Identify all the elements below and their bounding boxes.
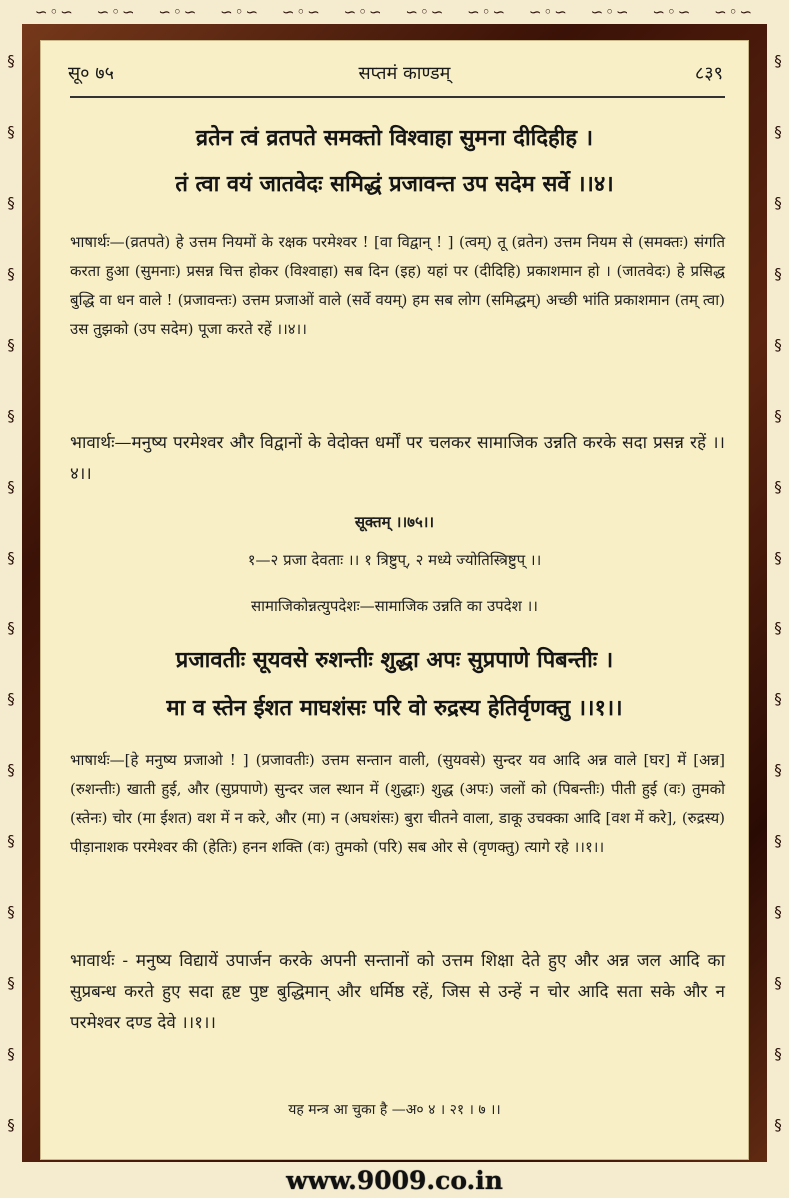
book-page — [40, 40, 749, 1160]
bhavartha-75: भावार्थः - मनुष्य विद्यायें उपार्जन करके अपनी सन्तानों को उत्तम शिक्षा देते हुए और अन्न जल आदि का सुप्रबन्ध करते हुए सदा हृष्ट पुष्ट बुद्धिमान् और धर्मिष्ठ रहें, जिस से उन्हें न चोर आदि सता सके और न परमेश्वर दण्ड देवे ।।१।। — [70, 951, 725, 1033]
header-rule — [70, 96, 725, 98]
reference-note: यह मन्त्र आ चुका है —अ० ४ । २१ । ७ ।। — [288, 1102, 501, 1118]
mantra-75-line-1: प्रजावतीः सूयवसे रुशन्तीः शुद्धा अपः सुप्रपाणे पिबन्तीः । — [175, 647, 614, 673]
sukta-75-devata: १—२ प्रजा देवताः ।। १ त्रिष्टुप्, २ मध्ये ज्योतिस्त्रिष्टुप् ।। — [247, 551, 542, 569]
ornament-left: § § § § § § § § § § § § § § § § — [7, 52, 15, 1134]
sukta-75-title: सूक्तम् ।।७५।। — [354, 513, 435, 531]
site-url: www.9009.co.in — [286, 1166, 503, 1195]
page-number: ८३९ — [694, 63, 723, 84]
ornament-top: ∽◦∽ ∽◦∽ ∽◦∽ ∽◦∽ ∽◦∽ ∽◦∽ ∽◦∽ ∽◦∽ ∽◦∽ ∽◦∽ ∽◦∽ ∽◦∽ — [34, 3, 755, 21]
bhashartha-74: भाषार्थः—(व्रतपते) हे उत्तम नियमों के रक्षक परमेश्वर ! [वा विद्वान् ! ] (त्वम्) तू (व्रतेन) उत्तम नियम से (समक्तः) संगति करता हुआ (सुमनाः) प्रसन्न चित्त होकर (विश्वाहा) सब दिन (इह) यहां पर (दीदिहि) प्रकाशमान हो । (जातवेदः) हे प्रसिद्ध बुद्धि वा धन वाले ! (प्रजावन्तः) उत्तम प्रजाओं वाले (सर्वे वयम्) हम सब लोग (समिद्धम्) अच्छी भांति प्रकाशमान (तम् त्वा) उस तुझको (उप सदेम) पूजा करते रहें ।।४।। — [70, 233, 725, 338]
bhavartha-74: भावार्थः—मनुष्य परमेश्वर और विद्वानों के वेदोक्त धर्मों पर चलकर सामाजिक उन्नति करके सदा प्रसन्न रहें ।।४।। — [70, 433, 725, 484]
sukta-75-upadesha: सामाजिकोन्नत्युपदेशः—सामाजिक उन्नति का उपदेश ।। — [251, 597, 538, 615]
sukta-number: सू० ७५ — [68, 63, 114, 84]
mantra-74-line-1: व्रतेन त्वं व्रतपते समक्तो विश्वाहा सुमना दीदिहीह । — [195, 125, 594, 151]
page-header — [68, 58, 723, 88]
bhashartha-75: भाषार्थः—[हे मनुष्य प्रजाओ ! ] (प्रजावतीः) उत्तम सन्तान वाली, (सुयवसे) सुन्दर यव आदि अन्न वाले [घर] में [अन्न] (रुशन्तीः) खाती हुई, और (सुप्रपाणे) सुन्दर जल स्थान में (शुद्धाः) शुद्ध (अपः) जलों को (पिबन्तीः) पीती हुई (वः) तुमको (स्तेनः) चोर (मा ईशत) वश में न करे, और (मा) न (अघशंसः) बुरा चीतने वाला, डाकू उचक्का आदि [वश में करे], (रुद्रस्य) पीड़ानाशक परमेश्वर की (हेतिः) हनन शक्ति (वः) तुमको (परि) सब ओर से (वृणक्तु) त्यागे रहे ।।१।। — [70, 751, 725, 856]
kanda-title: सप्तमं काण्डम् — [358, 63, 451, 84]
mantra-75-line-2: मा व स्तेन ईशत माघशंसः परि वो रुद्रस्य हेतिर्वृणक्तु ।।१।। — [166, 695, 623, 721]
ornament-right: § § § § § § § § § § § § § § § § — [774, 52, 782, 1134]
mantra-74-line-2: तं त्वा वयं जातवेदः समिद्धं प्रजावन्त उप सदेम सर्वे ।।४। — [175, 171, 614, 197]
